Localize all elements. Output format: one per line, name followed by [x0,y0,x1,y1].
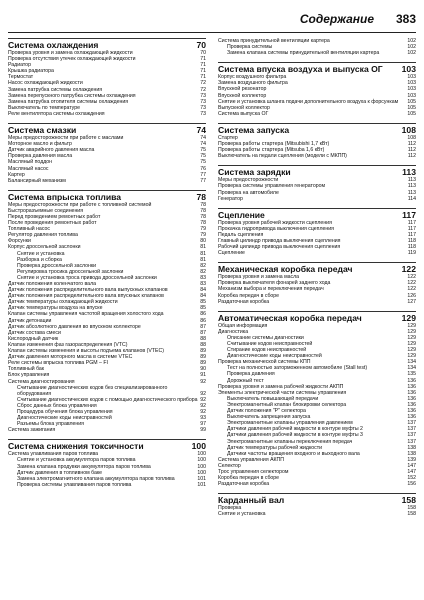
page-ref: 80 [200,238,206,245]
entry-title: Масляный поддон [8,159,53,166]
page-ref: 118 [407,244,416,251]
entry-title: Замена клапана системы принудительной вентиляции картера [227,50,380,57]
page-ref: 85 [200,305,206,312]
page-ref: 77 [200,177,206,184]
page-ref: 134 [407,359,416,366]
entry-title: Клапан изменения фаз газораспределения (VTC) [8,341,128,348]
toc-section-heading [218,493,416,505]
entry-title: Проверка системы управления генератором [218,183,326,190]
page-ref: 137 [407,426,416,433]
page-ref: 86 [200,311,206,318]
entry-title: Замена перепускного патрубка системы охлаждения [8,92,136,99]
page-ref: 108 [407,134,416,141]
page-ref: 147 [407,468,416,475]
entry-title: Насос охлаждающей жидкости [8,80,83,87]
entry-title: Снятие и установка [218,511,266,518]
entry-title: Сброс данных блока управления [17,402,97,409]
page-ref: 137 [407,420,416,427]
page-ref: 122 [407,280,416,287]
entry-title: Выпускной коллектор [218,104,270,111]
page-ref: 73 [200,110,206,117]
page-ref: 105 [407,110,416,117]
entry-title: Быстроразъемные соединения [8,207,84,214]
page-ref: 136 [407,389,416,396]
section-title: Система впуска воздуха и выпуска ОГ [218,64,383,75]
page-ref: 158 [407,511,416,518]
entry-title: Картер [8,171,25,178]
entry-title: Диагностические коды неисправностей [227,353,322,360]
entry-title: Разъемы блока управления [17,421,84,428]
entry-title: После проведения ремонтных работ [8,220,97,227]
entry-title: Проверка выключателя фонарей заднего хода [218,280,331,287]
entry-title: Система диагностирования [8,378,75,385]
page-ref: 88 [200,341,206,348]
page-ref: 158 [401,495,416,506]
page-ref: 136 [407,377,416,384]
page-ref: 103 [407,92,416,99]
page-ref: 91 [200,372,206,379]
page-ref: 73 [200,104,206,111]
section-title: Система запуска [218,124,290,135]
entry-title: Датчик аварийного давления масла [8,147,95,154]
page-ref: 136 [407,408,416,415]
entry-title: Корпус дроссельной заслонки [8,244,81,251]
toc-entry [218,153,416,159]
entry-title: Выключатель запрещения запуска [227,414,311,421]
page-ref: 114 [407,195,416,202]
entry-title: Датчик детонации [8,317,52,324]
page-ref: 102 [407,50,416,57]
entry-title: Датчик давления в топливном баке [17,469,103,476]
page-ref: 81 [200,256,206,263]
entry-title: Клапан системы управления частотой вращения холостого хода [8,311,164,318]
toc-entry [8,385,206,397]
page-ref: 72 [200,80,206,87]
entry-title: Диагностика [218,328,249,335]
page-ref: 138 [407,450,416,457]
entry-title: Снятие и установка троса привода дроссельной заслонки [17,274,157,281]
entry-title: Меры предосторожности при работе с топливной системой [8,201,152,208]
entry-title: Система зажигания [8,427,56,434]
entry-title: Замена патрубка отопителя системы охлаждения [8,98,129,105]
page-ref: 77 [200,171,206,178]
page-ref: 127 [407,298,416,305]
page-ref: 129 [407,341,416,347]
entry-title: Стартер [218,134,238,141]
entry-title: Проверка уровня и замена масла [218,274,300,281]
page-ref: 74 [196,125,206,136]
page-ref: 70 [196,40,206,50]
entry-title: Электромагнитные клапаны переключения передач [227,438,353,445]
entry-title: Коробка передач в сборе [218,475,280,482]
page-ref: 117 [407,225,416,232]
page-ref: 117 [407,219,416,226]
page-ref: 129 [407,328,416,335]
entry-title: Рабочий цилиндр привода выключения сцепления [218,244,341,251]
page-ref: 126 [407,292,416,299]
section-title: Система впрыска топлива [8,191,122,202]
page-ref: 89 [200,354,206,361]
entry-title: Раздаточная коробка [218,298,270,305]
page-ref: 99 [200,427,206,434]
entry-title: Раздаточная коробка [218,481,270,488]
entry-title: Снятие и установка аккумулятора паров топлива [17,457,136,464]
entry-title: Педаль сцепления [218,231,264,238]
entry-title: Трос управления селектором [218,468,289,475]
entry-title: Селектор [218,462,241,469]
entry-title: Впускной коллектор [218,92,267,99]
entry-title: Меры предосторожности при работе с маслами [8,135,124,142]
entry-title: Считывание диагностических кодов без специализированного оборудования [17,384,168,397]
page-ref: 135 [407,371,416,378]
entry-title: Проверка механической системы КПП [218,359,311,366]
page-ref: 117 [407,231,416,238]
entry-title: Сцепление [218,250,245,257]
page-ref: 73 [200,98,206,105]
page-ref: 117 [402,209,416,220]
entry-title: Процедура обучения блока управления [17,408,113,415]
entry-title: Проверка системы улавливания паров топлива [17,481,132,488]
entry-title: Датчик положения распределительного вала выпускных клапанов [8,287,168,294]
entry-title: Снятие и установка [17,250,65,257]
page-ref: 112 [407,153,416,160]
page-ref: 137 [407,438,416,445]
page-ref: 83 [200,281,206,287]
page-ref: 78 [200,207,206,214]
page-number: 383 [395,12,416,26]
page-ref: 105 [407,104,416,111]
page-ref: 78 [200,201,206,208]
entry-title: Регулировка тросика дроссельной заслонки [17,268,124,275]
entry-title: Форсунки [8,238,31,245]
entry-title: Датчик температуры рабочей жидкости [227,444,323,451]
page-ref: 92 [200,408,206,415]
entry-title: Проверка системы [227,44,273,51]
page-title: Содержание [299,12,374,26]
toc-section-heading [218,262,416,274]
entry-title: Корпус воздушного фильтра [218,74,287,81]
entry-title: Выключатель по температуре [8,104,80,111]
page-ref: 100 [191,441,206,452]
entry-title: Разборка и сборка [17,256,62,263]
entry-title: Датчик давления моторного масла в системе VTEC [8,354,133,361]
entry-title: Описание системы диагностики [227,334,304,341]
page-ref: 88 [200,335,206,342]
page-ref: 119 [407,250,416,257]
page-ref: 139 [407,456,416,463]
entry-title: Система принудительной вентиляции картера [218,38,330,44]
entry-title: Кислородный датчик [8,335,59,342]
toc-entry [218,50,416,56]
toc-section-heading [218,208,416,220]
section-title: Система зарядки [218,167,291,178]
entry-title: Дорожный тест [227,377,264,384]
entry-title: Общая информация [218,322,268,329]
page-ref: 129 [407,347,416,354]
entry-title: Генератор [218,195,243,202]
page-ref: 92 [200,390,206,397]
page-header [8,10,416,33]
page-ref: 73 [200,92,206,99]
page-ref: 129 [407,322,416,329]
toc-section-heading [8,123,206,135]
page-ref: 86 [200,317,206,324]
entry-title: Прокачка гидропривода выключения сцепления [218,225,334,232]
page-ref: 87 [200,323,206,330]
page-ref: 79 [200,232,206,239]
toc-section-heading [218,123,416,135]
page-ref: 97 [200,421,206,428]
page-ref: 100 [197,469,206,476]
toc-section-heading [218,311,416,323]
toc-entry [218,511,416,517]
entry-title: Датчик абсолютного давления во впускном коллекторе [8,323,141,330]
page-ref: 82 [200,262,206,269]
entry-title: Проверка работы стартера (Mitsubishi 1,7 кВт) [218,141,330,148]
entry-title: Датчик температуры охлаждающей жидкости [8,299,118,306]
page-ref: 71 [200,74,206,81]
page-ref: 122 [407,274,416,281]
section-title: Карданный вал [218,495,285,506]
page-ref: 71 [200,62,206,69]
entry-title: Топливный насос [8,226,50,233]
page-ref: 75 [200,159,206,166]
entry-title: Топливный бак [8,366,45,373]
page-ref: 92 [200,378,206,385]
section-title: Механическая коробка передач [218,264,353,275]
page-ref: 113 [407,183,416,190]
page-ref: 136 [407,414,416,421]
entry-title: Стирание кодов неисправностей [227,347,307,354]
page-ref: 152 [407,475,416,482]
page-ref: 93 [200,415,206,422]
toc-entry [8,178,206,184]
entry-title: Проверка уровня рабочей жидкости сцепления [218,219,332,226]
entry-title: Элементы электрической части системы управления [218,389,347,396]
entry-title: Проверка на автомобиле [218,189,279,196]
page-ref: 71 [200,68,206,75]
page-ref: 118 [407,237,416,244]
entry-title: Датчик состава смеси [8,329,61,336]
toc-entry [218,481,416,487]
page-ref: 105 [407,98,416,105]
entry-title: Реле вентилятора системы охлаждения [8,110,105,117]
page-ref: 84 [200,287,206,294]
page-ref: 101 [197,475,206,482]
entry-title: Меры предосторожности [218,177,279,184]
entry-title: Электромагнитный клапан блокировки селектора [227,401,347,408]
page-ref: 100 [197,463,206,470]
entry-title: Проверка уровня и замена охлаждающей жидкости [8,50,133,56]
page-ref: 102 [407,38,416,44]
entry-title: Выключатель повышающей передачи [227,395,319,402]
entry-title: Проверка уровня и замена рабочей жидкости АКПП [218,383,344,390]
page-ref: 113 [407,177,416,184]
page-ref: 92 [200,396,206,403]
entry-title: Датчик положения коленчатого вала [8,281,96,287]
entry-title: Датчик положения распределительного вала впускных клапанов [8,293,164,300]
page-ref: 156 [407,481,416,488]
entry-title: Радиатор [8,62,31,69]
entry-title: Тест на полностью заторможенном автомобиле (Stall test) [227,365,368,372]
entry-title: Датчики давления рабочей жидкости в контуре муфты 3 [227,432,363,439]
entry-title: Датчики частоты вращения входного и выходного вала [227,450,360,457]
page-ref: 101 [197,481,206,488]
page-ref: 100 [197,451,206,458]
entry-title: Замена патрубка системы охлаждения [8,86,103,93]
toc-entry [218,250,416,256]
entry-title: Перед проведением ремонтных работ [8,213,101,220]
section-title: Сцепление [218,209,265,220]
page-ref: 136 [407,383,416,390]
page-ref: 89 [200,360,206,367]
entry-title: Моторное масло и фильтр [8,141,72,148]
entry-title: Реле системы впрыска топлива PGM – FI [8,360,108,367]
entry-title: Крышка радиатора [8,68,54,75]
toc-entry [8,427,206,433]
page-ref: 100 [197,457,206,464]
page-ref: 71 [200,56,206,63]
entry-title: Главный цилиндр привода выключения сцепления [218,237,341,244]
entry-title: Датчик положения "P" селектора [227,408,306,415]
page-ref: 82 [200,268,206,275]
page-ref: 158 [407,505,416,512]
page-ref: 108 [401,124,416,135]
toc-entry [218,299,416,305]
page-ref: 134 [407,365,416,372]
toc-section-heading [8,439,206,451]
section-title: Система смазки [8,125,77,136]
page-ref: 103 [407,80,416,87]
page-ref: 78 [200,220,206,227]
page-ref: 92 [200,402,206,409]
page-ref: 147 [407,462,416,469]
toc-left-column [8,38,206,598]
toc-section-heading [218,165,416,177]
page-ref: 76 [200,165,206,172]
page-ref: 103 [401,64,416,75]
page-ref: 136 [407,395,416,402]
page-ref: 112 [407,141,416,148]
entry-title: Масляный насос [8,165,49,172]
entry-title: Коробка передач в сборе [218,292,280,299]
entry-title: Электромагнитные клапаны управления давлением [227,420,353,427]
entry-title: Считывание диагностических кодов с помощью диагностического прибора [17,396,198,403]
toc-section-heading [218,62,416,74]
page-ref: 85 [200,299,206,306]
entry-title: Система управления АКПП [218,456,285,463]
entry-title: Балансирный механизм [8,177,66,184]
page-ref: 87 [200,329,206,336]
page-ref: 102 [407,44,416,51]
entry-title: Клапан системы изменения и высоты подъема клапанов (VTEC) [8,348,164,355]
entry-title: Регулятор давления топлива [8,232,78,239]
page-ref: 78 [200,213,206,220]
entry-title: Замена клапана продувки аккумулятора паров топлива [17,463,151,470]
entry-title: Механизм выбора и переключения передач [218,286,324,293]
toc-section-heading [8,38,206,50]
page-ref: 112 [407,147,416,154]
section-title: Автоматическая коробка передач [218,312,362,323]
page-ref: 72 [200,86,206,93]
entry-title: Проверка давления [227,371,275,378]
page-ref: 89 [200,348,206,355]
entry-title: Диагностические коды неисправностей [17,415,112,422]
page-ref: 74 [200,135,206,142]
page-ref: 129 [407,334,416,341]
page-ref: 136 [407,401,416,408]
page-ref: 70 [200,50,206,56]
toc-entry [218,196,416,202]
entry-title: Система улавливания паров топлива [8,451,99,458]
entry-title: Впускной резонатор [218,86,267,93]
entry-title: Проверка дроссельной заслонки [17,262,97,269]
entry-title: Проверка давления масла [8,153,73,160]
page-ref: 113 [402,167,416,178]
section-title: Система снижения токсичности [8,441,144,452]
page-ref: 138 [407,444,416,451]
page-ref: 122 [407,286,416,293]
toc-entry [8,111,206,117]
page-ref: 75 [200,153,206,160]
toc-right-column [218,38,416,598]
entry-title: Блок управления [8,372,50,379]
entry-title: Система выпуска ОГ [218,110,269,117]
page-ref: 122 [401,264,416,275]
page-ref: 113 [407,189,416,196]
page-ref: 103 [407,86,416,93]
page-ref: 84 [200,293,206,300]
page-ref: 74 [200,141,206,148]
entry-title: Замена воздушного фильтра [218,80,288,87]
entry-title: Замена электромагнитного клапана аккумулятора паров топлива [17,475,175,482]
page-ref: 129 [401,312,416,323]
page-ref: 83 [200,274,206,281]
page-ref: 103 [407,74,416,81]
page-ref: 78 [196,191,206,202]
entry-title: Проверка отсутствия утечек охлаждающей жидкости [8,56,136,63]
page-ref: 90 [200,366,206,373]
page-ref: 75 [200,147,206,154]
entry-title: Датчик температуры воздуха на впуске [8,305,103,312]
toc-section-heading [8,190,206,202]
entry-title: Проверка [218,505,242,512]
page-ref: 81 [200,244,206,251]
page-ref: 137 [407,432,416,439]
section-title: Система охлаждения [8,40,99,50]
page-ref: 81 [200,250,206,257]
entry-title: Термостат [8,74,34,81]
toc-entry [218,111,416,117]
toc-entry [8,482,206,488]
entry-title: Считывание кодов неисправностей [227,341,313,347]
entry-title: Снятие и установка шланга подачи дополнительного воздуха к форсункам [218,98,399,105]
entry-title: Датчики давления рабочей жидкости в контуре муфты 2 [227,426,363,433]
entry-title: Проверка работы стартера (Mitsuba 1,6 кВт) [218,147,325,154]
page-ref: 79 [200,226,206,233]
page-ref: 129 [407,353,416,360]
entry-title: Выключатель на педали сцепления (модели с МКПП) [218,153,347,160]
